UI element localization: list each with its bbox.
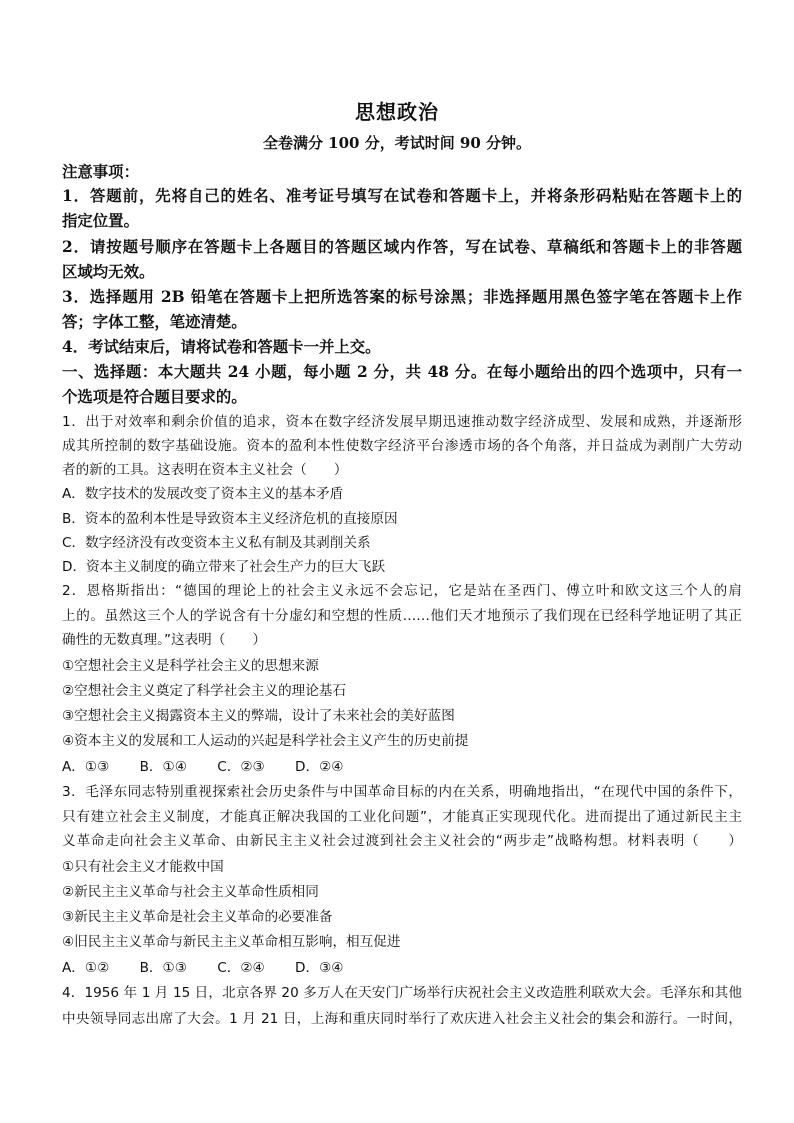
question-2-choices [62, 755, 742, 775]
choice-b: B．①③ [139, 960, 187, 976]
note-line: 3．选择题用 2B 铅笔在答题卡上把所选答案的标号涂黑；非选择题用黑色签字笔在答题卡上作 [62, 288, 742, 306]
section-heading: 一、选择题：本大题共 24 小题，每小题 2 分，共 48 分。在每小题给出的四个选项中，只有一 [62, 363, 742, 381]
question-2-statement: ③空想社会主义揭露资本主义的弊端，设计了未来社会的美好蓝图 [62, 708, 455, 724]
question-2-stem: 上的。虽然这三个人的学说含有十分虚幻和空想的性质……他们天才地预示了我们现在已经科学地证明了其正 [62, 608, 742, 624]
question-2-stem: 确性的无数真理。”这表明（ ） [62, 632, 267, 648]
question-2-stem: 2．恩格斯指出：“德国的理论上的社会主义永远不会忘记，它是站在圣西门、傅立叶和欧文这三个人的肩 [62, 583, 742, 599]
question-3-stem: 义革命走向社会主义革命、由新民主主义社会过渡到社会主义社会的“两步走”战略构想。材料表明（ ） [62, 833, 742, 849]
question-1-option-c: C．数字经济没有改变资本主义私有制及其剥削关系 [62, 535, 371, 551]
question-3-statement: ②新民主主义革命与社会主义革命性质相同 [62, 884, 319, 900]
choice-a: A．①② [62, 960, 110, 976]
question-2-statement: ②空想社会主义奠定了科学社会主义的理论基石 [62, 683, 347, 699]
question-1-stem: 1．出于对效率和剩余价值的追求，资本在数字经济发展早期迅速推动数字经济成型、发展和成熟，并逐渐形 [62, 414, 742, 430]
note-line: 2．请按题号顺序在答题卡上各题目的答题区域内作答，写在试卷、草稿纸和答题卡上的非答题 [62, 238, 742, 256]
note-line: 答；字体工整，笔迹清楚。 [62, 313, 247, 331]
question-1-option-d: D．资本主义制度的确立带来了社会生产力的巨大飞跃 [62, 559, 386, 575]
question-1-option-a: A．数字技术的发展改变了资本主义的基本矛盾 [62, 486, 344, 502]
question-3-stem: 3．毛泽东同志特别重视探索社会历史条件与中国革命目标的内在关系，明确地指出，“在现代中国的条件下， [62, 784, 742, 800]
question-4-stem: 中央领导同志出席了大会。1 月 21 日，上海和重庆同时举行了欢庆进入社会主义社会的集会和游行。一时间， [62, 1011, 742, 1027]
choice-a: A．①③ [62, 759, 110, 775]
note-line: 4．考试结束后，请将试卷和答题卡一并上交。 [62, 338, 381, 356]
question-2-statement: ①空想社会主义是科学社会主义的思想来源 [62, 658, 319, 674]
question-3-statement: ④旧民主主义革命与新民主主义革命相互影响，相互促进 [62, 934, 401, 950]
choice-b: B．①④ [139, 759, 187, 775]
choice-d: D．③④ [295, 960, 344, 976]
question-1-stem: 成其所控制的数字基础设施。资本的盈利本性使数字经济平台渗透市场的各个角落，并日益成为剥削广大劳动 [62, 438, 742, 454]
choice-c: C．②④ [217, 960, 265, 976]
notes-heading: 注意事项： [62, 163, 139, 181]
question-1-stem: 者的新的工具。这表明在资本主义社会（ ） [62, 462, 348, 478]
note-line: 指定位置。 [62, 212, 139, 230]
note-line: 区域均无效。 [62, 263, 155, 281]
question-3-choices [62, 956, 742, 976]
choice-d: D．②④ [295, 759, 344, 775]
question-1-option-b: B．资本的盈利本性是导致资本主义经济危机的直接原因 [62, 511, 398, 527]
question-2-statement: ④资本主义的发展和工人运动的兴起是科学社会主义产生的历史前提 [62, 733, 469, 749]
question-3-statement: ①只有社会主义才能救中国 [62, 859, 224, 875]
question-4-stem: 4．1956 年 1 月 15 日，北京各界 20 多万人在天安门广场举行庆祝社会主义改造胜利联欢大会。毛泽东和其他 [62, 985, 742, 1001]
note-line: 1．答题前，先将自己的姓名、准考证号填写在试卷和答题卡上，并将条形码粘贴在答题卡上的 [62, 187, 742, 205]
section-heading: 个选项是符合题目要求的。 [62, 388, 247, 406]
choice-c: C．②③ [217, 759, 265, 775]
page-title: 思想政治 [355, 100, 439, 124]
exam-info: 全卷满分 100 分，考试时间 90 分钟。 [262, 134, 532, 152]
question-3-statement: ③新民主主义革命是社会主义革命的必要准备 [62, 909, 333, 925]
question-3-stem: 只有建立社会主义制度，才能真正解决我国的工业化问题”，才能真正实现现代化。进而提出了通过新民主主 [62, 809, 742, 825]
